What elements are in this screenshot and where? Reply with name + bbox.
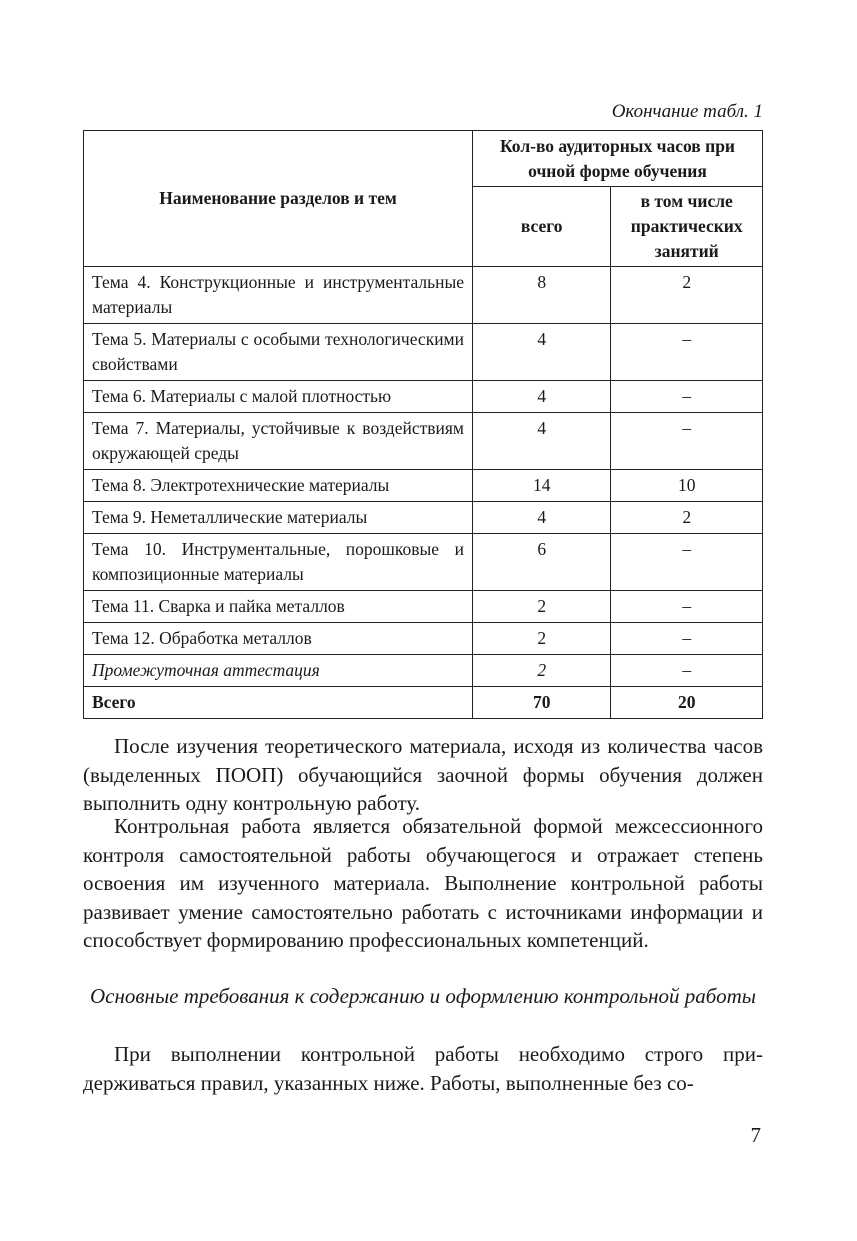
row-name: Тема 5. Материалы с особыми технологическими свойствами [84, 324, 473, 381]
row-total: 4 [473, 324, 611, 381]
table-row [84, 381, 763, 413]
table-row [84, 267, 763, 324]
row-practice: 10 [611, 470, 763, 502]
row-total: 14 [473, 470, 611, 502]
row-total: 2 [473, 655, 611, 687]
header-name: Наименование разделов и тем [84, 131, 473, 267]
paragraph-intro: После изучения теоретического материала, исходя из количества часов (выделенных ПООП) обучающийся заочной формы обучения должен выполнить одну контрольную работу. [83, 734, 763, 815]
table-row [84, 502, 763, 534]
row-practice: 2 [611, 502, 763, 534]
row-name: Тема 8. Электротехнические материалы [84, 470, 473, 502]
row-practice: – [611, 655, 763, 687]
row-total: 4 [473, 413, 611, 470]
row-total: 2 [473, 591, 611, 623]
row-name: Тема 11. Сварка и пайка металлов [84, 591, 473, 623]
table-total-row [84, 687, 763, 719]
paragraph-rules: При выполнении контрольной работы необходимо строго придерживаться правил, указанных ниже. Работы, выполненные без со- [83, 1042, 763, 1095]
table-row [84, 324, 763, 381]
row-name: Тема 6. Материалы с малой плотностью [84, 381, 473, 413]
row-practice: – [611, 623, 763, 655]
table-row [84, 470, 763, 502]
row-name: Тема 4. Конструкционные и инструментальные материалы [84, 267, 473, 324]
row-name: Промежуточная аттестация [84, 655, 473, 687]
row-practice: 2 [611, 267, 763, 324]
table-header-row [84, 131, 763, 187]
row-total: 2 [473, 623, 611, 655]
row-practice: – [611, 413, 763, 470]
table-row [84, 591, 763, 623]
section-subheading: Основные требования к содержанию и оформлению контрольной работы [90, 984, 756, 1008]
paragraph-control-work: Контрольная работа является обязательной формой межсессионного контроля самостоятельной работы обучающегося и отражает степень освоения им изученного материала. Выполнение контрольной работы развивает умение самостоятельно работать с источниками информации и способствует формированию профессиональных компетенций. [83, 814, 763, 952]
row-total: 4 [473, 502, 611, 534]
table-caption: Окончание табл. 1 [611, 101, 763, 122]
row-total: 4 [473, 381, 611, 413]
header-total: всего [473, 187, 611, 267]
row-name: Тема 9. Неметаллические материалы [84, 502, 473, 534]
total-label: Всего [84, 687, 473, 719]
table-row [84, 413, 763, 470]
page-number: 7 [750, 1123, 761, 1147]
row-total: 6 [473, 534, 611, 591]
total-hours: 70 [473, 687, 611, 719]
table-row [84, 534, 763, 591]
hours-table [83, 130, 763, 719]
row-practice: – [611, 534, 763, 591]
header-practice: в том числе практических занятий [611, 187, 763, 267]
table-row [84, 623, 763, 655]
row-practice: – [611, 381, 763, 413]
total-practice: 20 [611, 687, 763, 719]
row-practice: – [611, 591, 763, 623]
row-name: Тема 7. Материалы, устойчивые к воздействиям окружающей среды [84, 413, 473, 470]
row-name: Тема 10. Инструментальные, порошковые и композиционные материалы [84, 534, 473, 591]
row-total: 8 [473, 267, 611, 324]
row-name: Тема 12. Обработка металлов [84, 623, 473, 655]
header-hours-group: Кол-во аудиторных часов при очной форме обучения [473, 131, 763, 187]
row-practice: – [611, 324, 763, 381]
table-row-attestation [84, 655, 763, 687]
